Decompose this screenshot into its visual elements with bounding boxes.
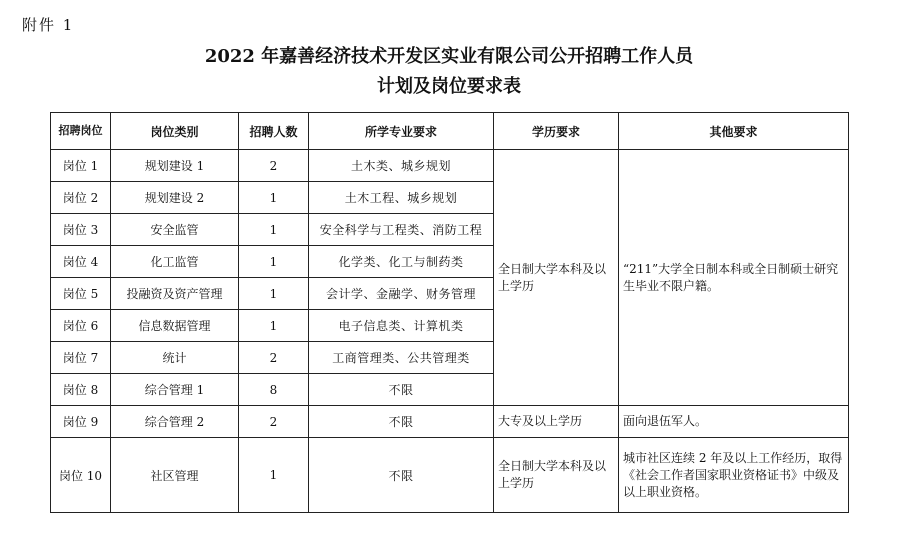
cell-category: 综合管理 1 (111, 374, 239, 406)
table-row (51, 438, 849, 513)
cell-count: 2 (239, 342, 309, 374)
cell-education-merged: 全日制大学本科及以上学历 (494, 150, 619, 406)
cell-count: 1 (239, 438, 309, 513)
cell-category: 社区管理 (111, 438, 239, 513)
cell-major: 会计学、金融学、财务管理 (309, 278, 494, 310)
cell-post: 岗位 2 (51, 182, 111, 214)
header-count: 招聘人数 (239, 113, 309, 150)
cell-category: 规划建设 2 (111, 182, 239, 214)
cell-category: 安全监管 (111, 214, 239, 246)
cell-category: 化工监管 (111, 246, 239, 278)
header-education: 学历要求 (494, 113, 619, 150)
cell-post: 岗位 10 (51, 438, 111, 513)
cell-count: 1 (239, 310, 309, 342)
cell-category: 信息数据管理 (111, 310, 239, 342)
cell-major: 不限 (309, 438, 494, 513)
cell-count: 8 (239, 374, 309, 406)
cell-post: 岗位 5 (51, 278, 111, 310)
header-other: 其他要求 (619, 113, 849, 150)
cell-count: 2 (239, 406, 309, 438)
cell-category: 统计 (111, 342, 239, 374)
cell-post: 岗位 7 (51, 342, 111, 374)
cell-count: 1 (239, 246, 309, 278)
cell-major: 化学类、化工与制药类 (309, 246, 494, 278)
table-header-row (51, 113, 849, 150)
cell-category: 投融资及资产管理 (111, 278, 239, 310)
recruitment-plan-table (50, 112, 849, 513)
cell-major: 土木类、城乡规划 (309, 150, 494, 182)
cell-other: 面向退伍军人。 (619, 406, 849, 438)
cell-count: 1 (239, 182, 309, 214)
cell-other-merged: “211”大学全日制本科或全日制硕士研究生毕业不限户籍。 (619, 150, 849, 406)
cell-major: 安全科学与工程类、消防工程 (309, 214, 494, 246)
table-row (51, 406, 849, 438)
cell-other: 城市社区连续 2 年及以上工作经历，取得《社会工作者国家职业资格证书》中级及以上职业资格。 (619, 438, 849, 513)
cell-post: 岗位 3 (51, 214, 111, 246)
cell-education: 大专及以上学历 (494, 406, 619, 438)
attachment-label: 附件 1 (22, 16, 75, 34)
cell-major: 不限 (309, 374, 494, 406)
cell-post: 岗位 4 (51, 246, 111, 278)
cell-major: 电子信息类、计算机类 (309, 310, 494, 342)
cell-major: 工商管理类、公共管理类 (309, 342, 494, 374)
cell-count: 1 (239, 278, 309, 310)
document-subtitle: 计划及岗位要求表 (377, 76, 521, 97)
cell-major: 土木工程、城乡规划 (309, 182, 494, 214)
cell-major: 不限 (309, 406, 494, 438)
cell-category: 规划建设 1 (111, 150, 239, 182)
cell-category: 综合管理 2 (111, 406, 239, 438)
table-row (51, 150, 849, 182)
cell-count: 1 (239, 214, 309, 246)
header-post: 招聘岗位 (51, 113, 111, 150)
cell-count: 2 (239, 150, 309, 182)
header-category: 岗位类别 (111, 113, 239, 150)
cell-post: 岗位 8 (51, 374, 111, 406)
cell-post: 岗位 6 (51, 310, 111, 342)
document-title: 2022 年嘉善经济技术开发区实业有限公司公开招聘工作人员 (204, 46, 694, 67)
cell-post: 岗位 1 (51, 150, 111, 182)
header-major: 所学专业要求 (309, 113, 494, 150)
cell-post: 岗位 9 (51, 406, 111, 438)
cell-education: 全日制大学本科及以上学历 (494, 438, 619, 513)
